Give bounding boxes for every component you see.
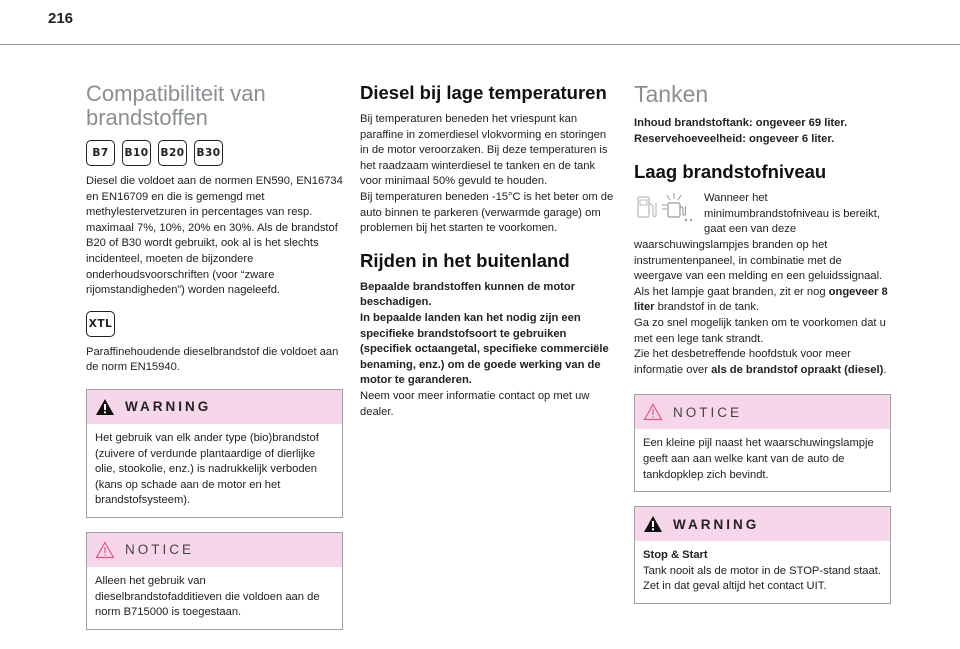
warning-title-col3: WARNING	[673, 516, 760, 532]
low-fuel-liters: ongeveer 8 liter	[634, 285, 888, 314]
notice-triangle-icon	[95, 541, 115, 559]
warning-text: Het gebruik van elk ander type (bio)brandstof (zuivere of verdunde plantaardige of dierlijke olie, stookolie, enz.) is nadrukkelijk verboden (kans op schade aan de motor en het brandstofsysteem).	[95, 431, 319, 507]
low-fuel-heading: Laag brandstofniveau	[634, 161, 827, 183]
refuelling-heading: Tanken	[634, 81, 709, 107]
low-fuel-reference-end: .	[883, 363, 887, 376]
abroad-dealer-text: Neem voor meer informatie contact op met uw dealer.	[360, 389, 590, 418]
stop-start-title: Stop & Start	[643, 549, 708, 562]
header-divider	[0, 44, 960, 45]
notice-box-fuel-flap	[634, 394, 891, 492]
notice-header-col3	[635, 395, 890, 429]
low-fuel-advice: Ga zo snel mogelijk tanken om te voorkomen dat u met een lege tank strandt.	[634, 316, 886, 345]
notice-box-additives	[86, 532, 343, 630]
warning-box-stop-start	[634, 506, 891, 604]
abroad-heading: Rijden in het buitenland	[360, 249, 570, 271]
b20-badge-icon: B20	[158, 140, 187, 166]
notice-title-col3: NOTICE	[673, 404, 743, 420]
low-fuel-text-part1: Wanneer het minimumbrandstofniveau is bereikt, gaat een van deze waarschuwingslampjes branden op het instrumentenpaneel, in combinatie met de weergave van een melding en een geluidssignaal. Als het lampje gaat branden, zit er nog	[634, 192, 883, 298]
warning-box-fuel-types	[86, 389, 343, 518]
column-diesel-abroad	[360, 82, 617, 420]
biodiesel-badges	[86, 140, 343, 166]
low-fuel-text-part2: brandstof in de tank.	[654, 301, 760, 314]
out-of-fuel-link-text: als de brandstof opraakt (diesel)	[711, 363, 884, 376]
low-fuel-section	[634, 191, 891, 378]
page-number: 216	[48, 10, 74, 27]
notice-text: Alleen het gebruik van dieselbrandstofadditieven die voldoen aan de norm B715000 is toegestaan.	[95, 574, 320, 619]
xtl-badge-icon: XTL	[86, 311, 115, 337]
xtl-badge-row	[86, 311, 343, 337]
low-temperature-text-2: Bij temperaturen beneden -15°C is het beter om de auto binnen te parkeren (verwarmde garage) om problemen bij het starten te voorkomen.	[360, 190, 614, 235]
low-fuel-warning-lamps-icon	[634, 191, 696, 223]
fuel-flap-notice-text: Een kleine pijl naast het waarschuwingslampje geeft aan aan welke kant van de auto de tankdopklep zich bevindt.	[643, 437, 874, 481]
warning-header	[87, 390, 342, 424]
stop-start-text: Tank nooit als de motor in de STOP-stand staat. Zet in dat geval altijd het contact UIT.	[643, 564, 881, 593]
column-compatibility	[86, 82, 343, 630]
compatibility-heading: Compatibiliteit van brandstoffen	[86, 81, 266, 130]
notice-body	[87, 567, 342, 629]
xtl-text: Paraffinehoudende dieselbrandstof die voldoet aan de norm EN15940.	[86, 345, 339, 374]
b7-badge-icon: B7	[86, 140, 115, 166]
tank-reserve-text: Reservehoeveelheid: ongeveer 6 liter.	[634, 132, 835, 145]
diesel-norms-text: Diesel die voldoet aan de normen EN590, EN16734 en EN16709 en die is gemengd met methylestervetzuren in percentages van resp. maximaal 7%, 10%, 20% en 30%. Als de brandstof B20 of B30 wordt gebruikt, ook al is het slechts incidenteel, moeten de bijzondere onderhoudsvoorschriften (voor “zware rijomstandigheden”) worden nageleefd.	[86, 175, 343, 297]
tank-capacity-text: Inhoud brandstoftank: ongeveer 69 liter.	[634, 117, 848, 129]
warning-triangle-icon	[643, 515, 663, 533]
column-refuelling	[634, 82, 891, 604]
notice-header	[87, 533, 342, 567]
low-temperature-text-1: Bij temperaturen beneden het vriespunt kan paraffine in zomerdiesel vlokvorming en storingen in de motor veroorzaken. Bij deze temperaturen is het raadzaam winterdiesel te tanken en de tank voor minimaal 50% gevuld te houden.	[360, 113, 608, 188]
low-temperature-heading: Diesel bij lage temperaturen	[360, 82, 607, 103]
abroad-bold-text: Bepaalde brandstoffen kunnen de motor beschadigen. In bepaalde landen kan het nodig zijn een specifieke brandstofsoort te gebruiken (specifiek octaangetal, specifieke commerciële benaming, enz.) om de goede werking van de motor te garanderen.	[360, 280, 609, 387]
low-fuel-reference-part1: Zie het desbetreffende hoofdstuk voor meer informatie over	[634, 348, 851, 376]
notice-title: NOTICE	[125, 542, 195, 558]
low-fuel-reference	[634, 347, 891, 378]
warning-body	[87, 424, 342, 517]
b30-badge-icon: B30	[194, 140, 223, 166]
warning-header-col3	[635, 507, 890, 541]
notice-triangle-icon	[643, 403, 663, 421]
warning-title: WARNING	[125, 399, 212, 415]
warning-triangle-icon	[95, 398, 115, 416]
b10-badge-icon: B10	[122, 140, 151, 166]
warning-body-col3	[635, 541, 890, 603]
notice-body-col3	[635, 429, 890, 491]
